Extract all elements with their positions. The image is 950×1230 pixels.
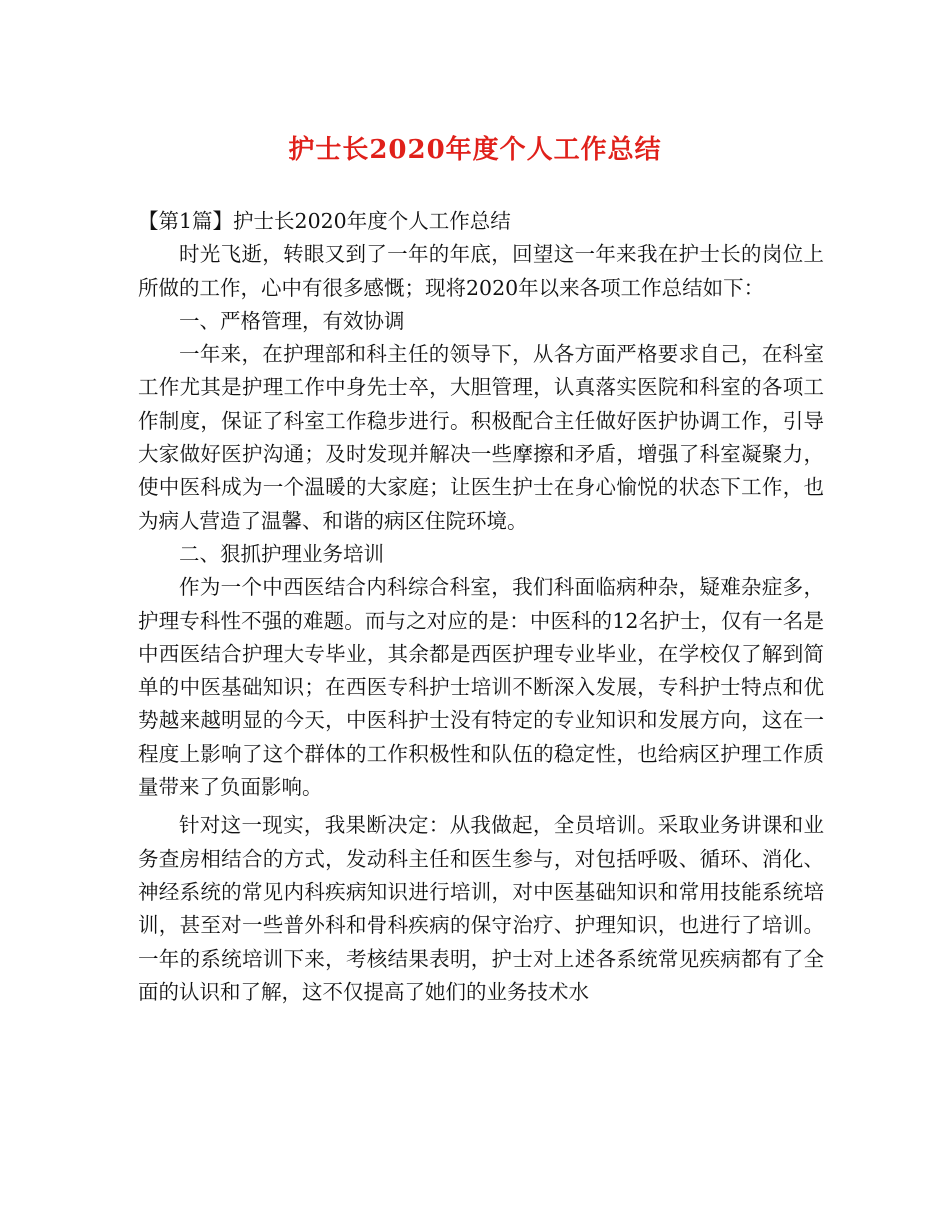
paragraph-management: 一年来，在护理部和科主任的领导下，从各方面严格要求自己，在科室工作尤其是护理工作中身先士卒，大胆管理，认真落实医院和科室的各项工作制度，保证了科室工作稳步进行。积极配合主任做好医护协调工作，引导大家做好医护沟通；及时发现并解决一些摩擦和矛盾，增强了科室凝聚力，使中医科成为一个温暖的大家庭；让医生护士在身心愉悦的状态下工作，也为病人营造了温馨、和谐的病区住院环境。 [138, 342, 824, 533]
paragraph-training-measures: 针对这一现实，我果断决定：从我做起，全员培训。采取业务讲课和业务查房相结合的方式，发动科主任和医生参与，对包括呼吸、循环、消化、神经系统的常见内科疾病知识进行培训，对中医基础知识和常用技能系统培训，甚至对一些普外科和骨科疾病的保守治疗、护理知识，也进行了培训。一年的系统培训下来，考核结果表明，护士对上述各系统常见疾病都有了全面的认识和了解，这不仅提高了她们的业务技术水 [138, 813, 824, 1004]
paragraph-training-background: 作为一个中西医结合内科综合科室，我们科面临病种杂，疑难杂症多，护理专科性不强的难题。而与之对应的是：中医科的12名护士，仅有一名是中西医结合护理大专毕业，其余都是西医护理专业毕业，在学校仅了解到简单的中医基础知识；在西医专科护士培训不断深入发展，专科护士特点和优势越来越明显的今天，中医科护士没有特定的专业知识和发展方向，这在一程度上影响了这个群体的工作积极性和队伍的稳定性，也给病区护理工作质量带来了负面影响。 [138, 575, 824, 800]
paragraph-intro: 时光飞逝，转眼又到了一年的年底，回望这一年来我在护士长的岗位上所做的工作，心中有很多感慨；现将2020年以来各项工作总结如下： [138, 242, 824, 300]
document-title: 护士长2020年度个人工作总结 [288, 135, 662, 165]
section-heading-1: 一、严格管理，有效协调 [179, 308, 405, 333]
section-subheading: 【第1篇】护士长2020年度个人工作总结 [138, 209, 511, 233]
document-body [138, 205, 824, 1009]
section-heading-2: 二、狠抓护理业务培训 [179, 541, 384, 566]
